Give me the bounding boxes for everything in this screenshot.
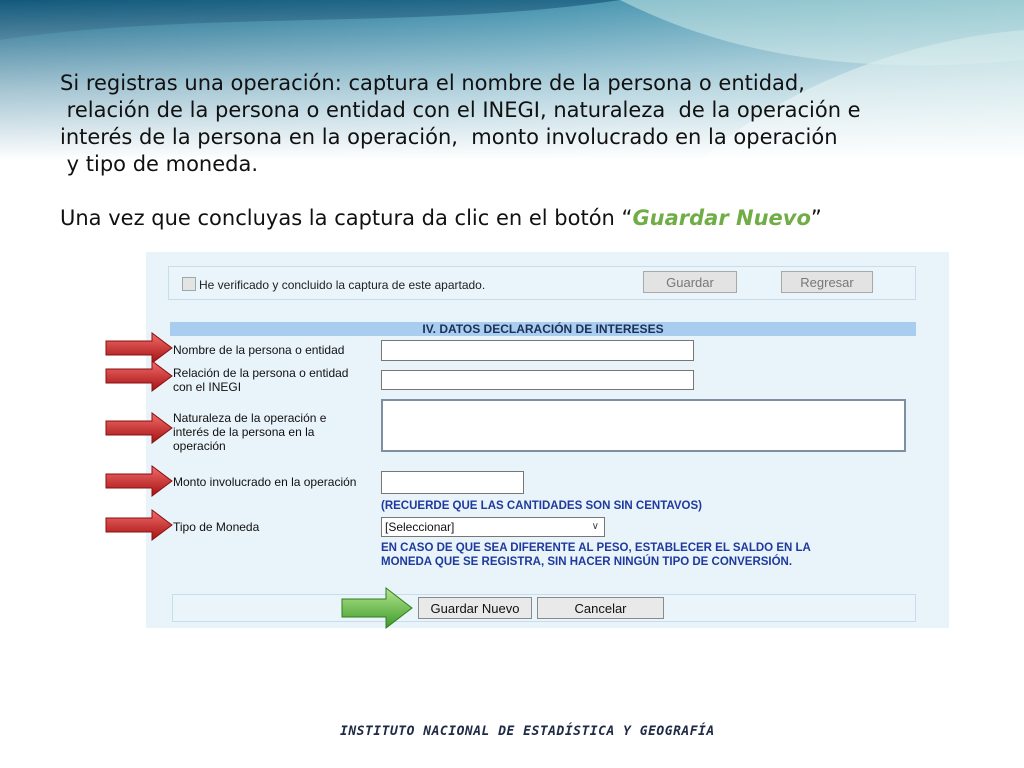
currency-select[interactable]	[381, 517, 605, 537]
amount-input[interactable]	[381, 471, 524, 494]
instruction-line-5-prefix: Una vez que concluyas la captura da clic en el botón “	[60, 206, 633, 230]
instruction-line-5-suffix: ”	[810, 206, 822, 230]
pointer-arrow-icon	[340, 586, 414, 630]
back-button[interactable]: Regresar	[781, 271, 873, 293]
instruction-line-1: Si registras una operación: captura el nombre de la persona o entidad,	[60, 71, 805, 95]
amount-label: Monto involucrado en la operación	[173, 475, 357, 489]
currency-note-line-2: MONEDA QUE SE REGISTRA, SIN HACER NINGÚN TIPO DE CONVERSIÓN.	[381, 556, 793, 568]
name-label: Nombre de la persona o entidad	[173, 343, 345, 357]
currency-select-value: [Seleccionar]	[385, 520, 455, 534]
nature-label	[173, 411, 326, 453]
save-button[interactable]: Guardar	[643, 271, 737, 293]
declaration-form	[146, 252, 949, 628]
nature-label-line-2: interés de la persona en la	[173, 425, 315, 439]
relation-input[interactable]	[381, 370, 694, 390]
instruction-line-4: y tipo de moneda.	[60, 152, 259, 176]
relation-label-line-1: Relación de la persona o entidad	[173, 366, 349, 380]
pointer-arrow-icon	[104, 360, 174, 392]
relation-label	[173, 366, 348, 394]
name-input[interactable]	[381, 340, 694, 361]
pointer-arrow-icon	[104, 412, 174, 444]
cancel-button[interactable]: Cancelar	[537, 597, 664, 619]
pointer-arrow-icon	[104, 465, 174, 497]
amount-note: (RECUERDE QUE LAS CANTIDADES SON SIN CENTAVOS)	[381, 500, 702, 512]
verification-bar	[168, 266, 916, 300]
chevron-down-icon: ∨	[591, 521, 599, 532]
currency-label: Tipo de Moneda	[173, 520, 260, 534]
currency-note	[381, 541, 811, 569]
nature-label-line-1: Naturaleza de la operación e	[173, 411, 327, 425]
pointer-arrow-icon	[104, 509, 174, 541]
instruction-highlight: Guardar Nuevo	[632, 206, 811, 230]
instruction-line-3: interés de la persona en la operación, monto involucrado en la operación	[60, 125, 838, 149]
currency-note-line-1: EN CASO DE QUE SEA DIFERENTE AL PESO, ESTABLECER EL SALDO EN LA	[381, 542, 811, 554]
save-new-button[interactable]: Guardar Nuevo	[418, 597, 532, 619]
verify-checkbox[interactable]	[182, 277, 196, 291]
nature-label-line-3: operación	[173, 439, 226, 453]
nature-textarea[interactable]	[381, 399, 906, 452]
verify-label: He verificado y concluido la captura de este apartado.	[199, 278, 486, 292]
instruction-line-5	[60, 205, 1000, 232]
instruction-text	[60, 70, 1000, 232]
relation-label-line-2: con el INEGI	[173, 380, 242, 394]
section-title: IV. DATOS DECLARACIÓN DE INTERESES	[170, 322, 916, 336]
institution-footer: INSTITUTO NACIONAL DE ESTADÍSTICA Y GEOGRAFÍA	[340, 724, 715, 739]
instruction-line-2: relación de la persona o entidad con el INEGI, naturaleza de la operación e	[60, 98, 861, 122]
